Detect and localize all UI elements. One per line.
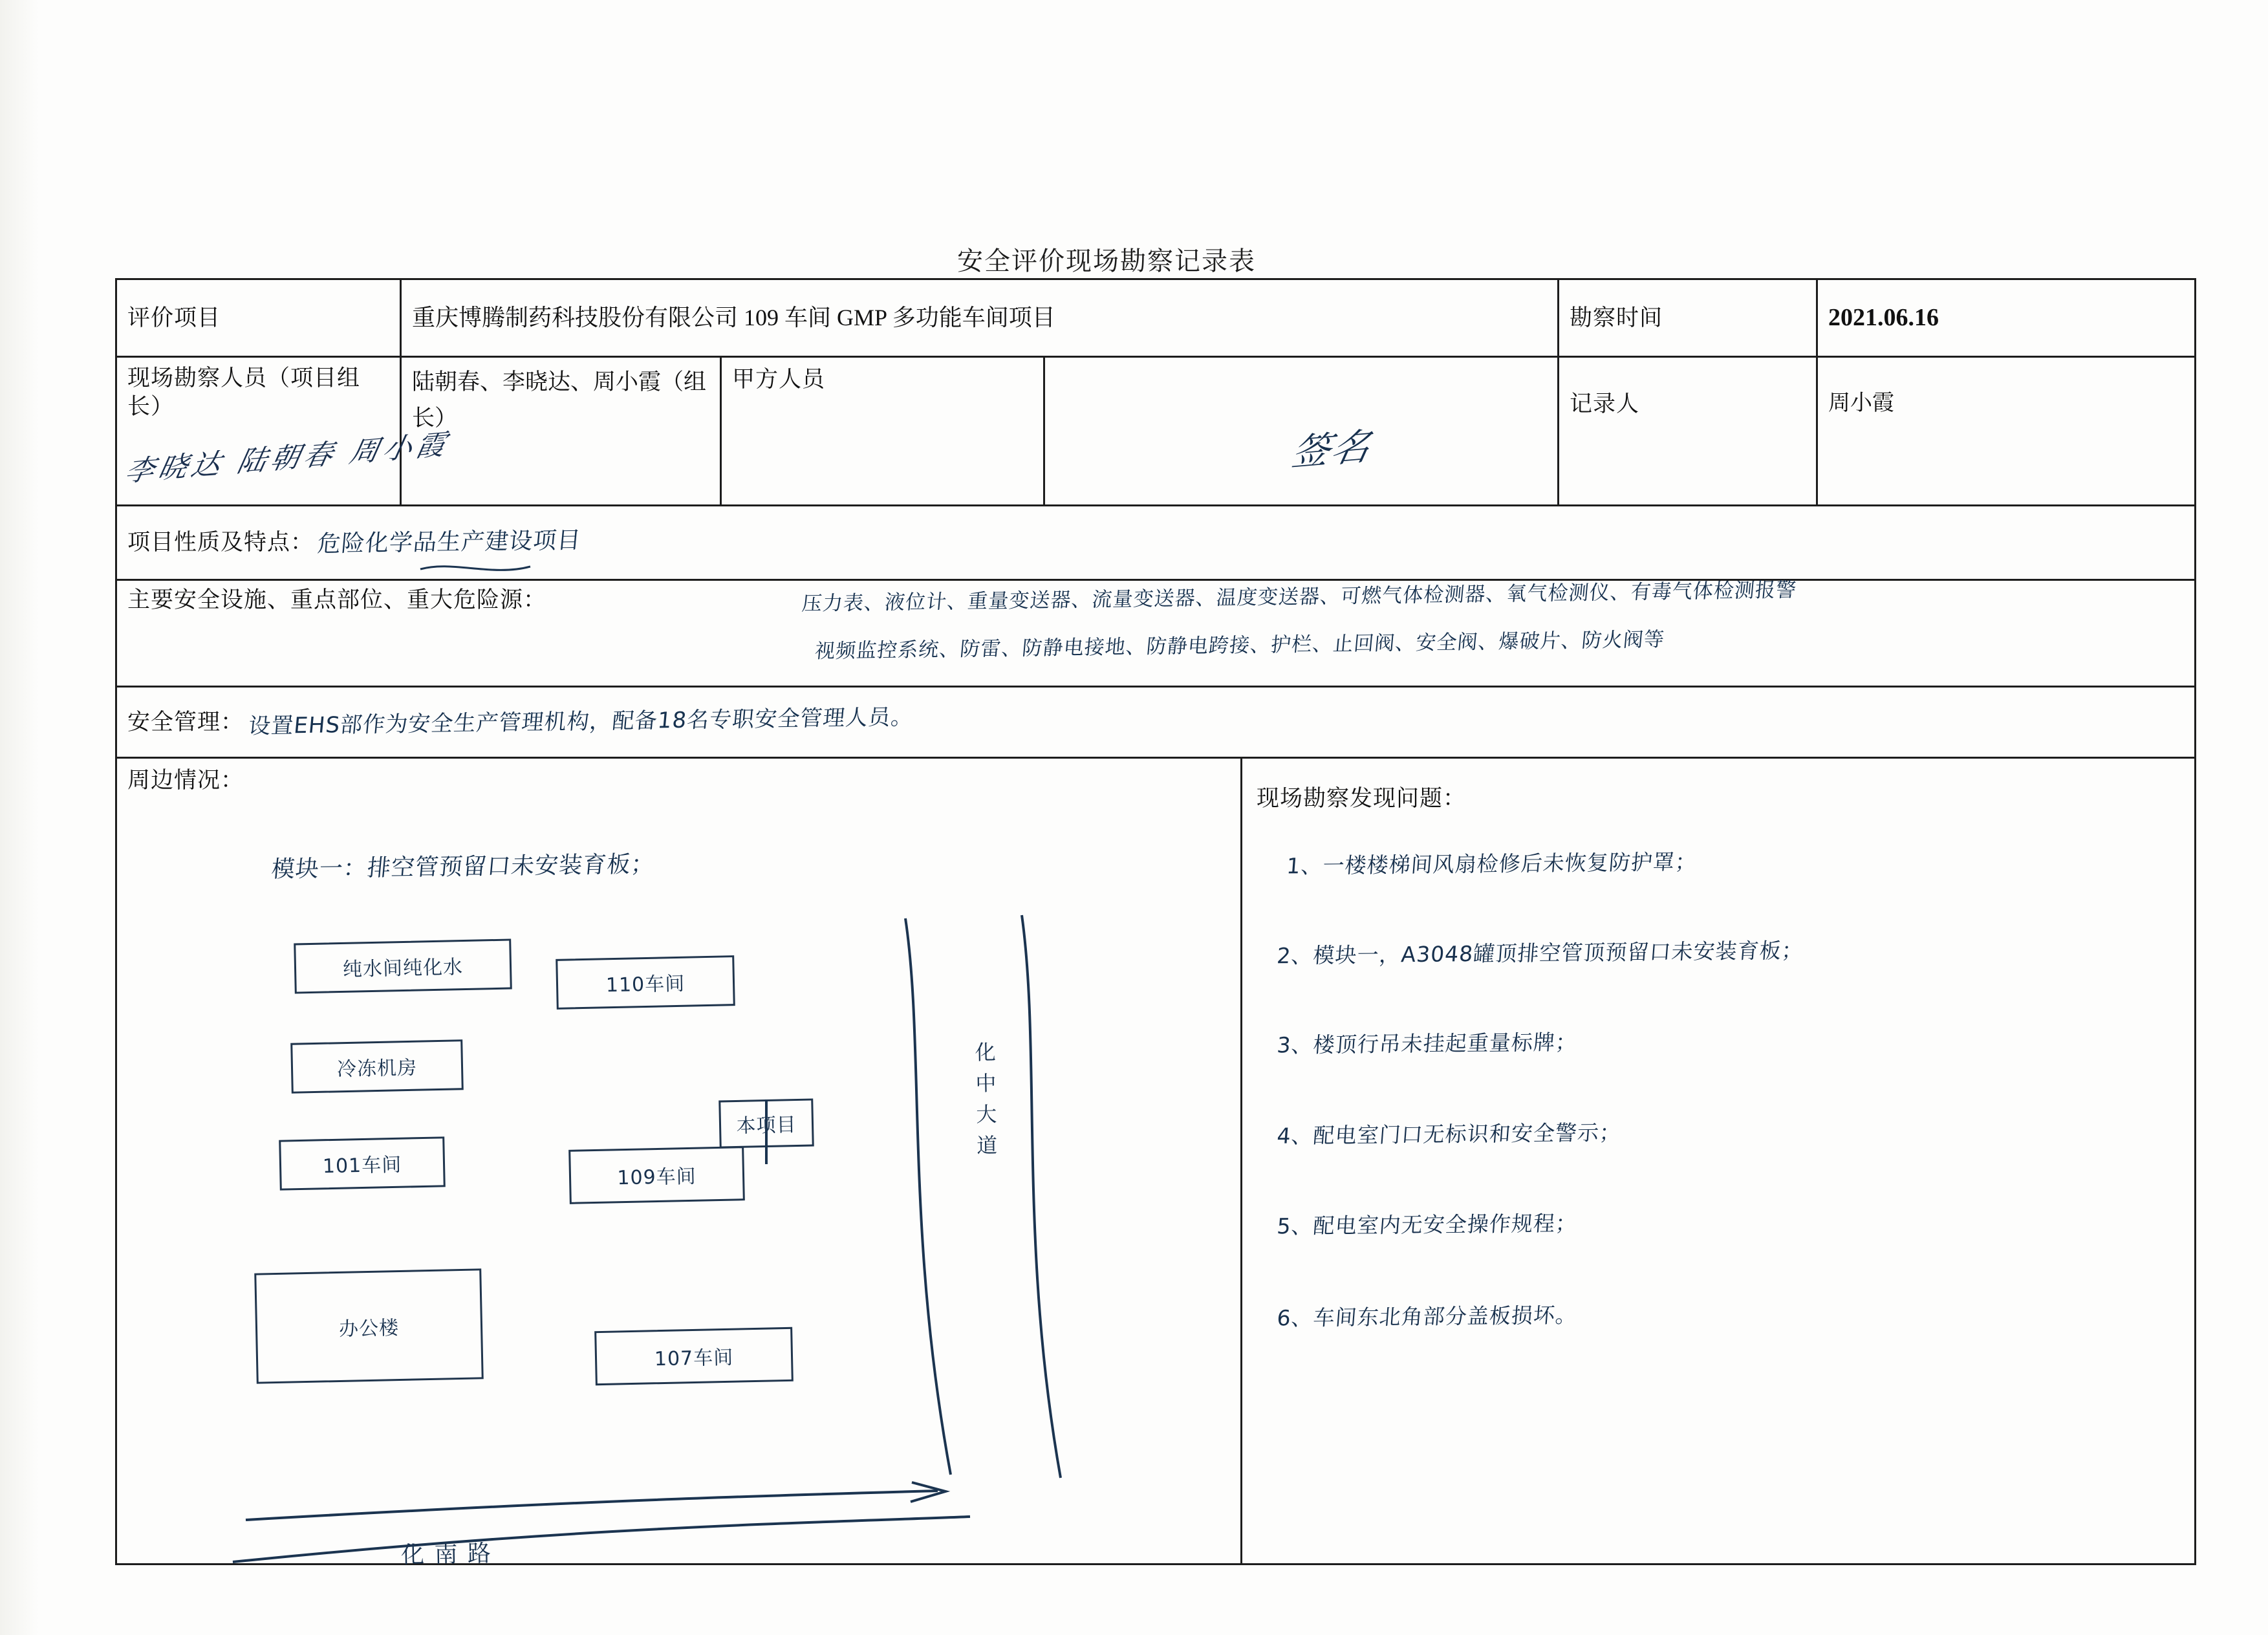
value-recorder: 周小霞 — [1818, 358, 2196, 506]
value-management: 设置EHS部作为安全生产管理机构，配备18名专职安全管理人员。 — [247, 704, 915, 740]
label-management: 安全管理： — [127, 709, 244, 735]
label-recorder: 记录人 — [1559, 358, 1818, 506]
map-box-0: 纯水间纯化水 — [294, 938, 512, 993]
finding-item-3: 3、楼顶行吊未挂起重量标牌； — [1276, 1029, 1579, 1058]
value-facilities-line1: 压力表、液位计、重量变送器、流量变送器、温度变送器、可燃气体检测器、氧气检测仪、有毒气体检测报警 — [801, 578, 1798, 616]
road-label-vertical: 化中大道 — [971, 1041, 999, 1166]
finding-item-5: 5、配电室内无安全操作规程； — [1276, 1210, 1579, 1239]
label-project: 评价项目 — [117, 280, 402, 358]
signature-personnel: 李晓达 陆朝春 周小霞 — [122, 428, 453, 489]
value-nature: 危险化学品生产建设项目 — [316, 526, 583, 558]
row-nature — [117, 506, 2196, 581]
map-box-2: 冷冻机房 — [290, 1039, 464, 1094]
label-findings: 现场勘察发现问题： — [1257, 786, 1467, 811]
surroundings-note: 模块一：排空管预留口未安装育板； — [270, 850, 656, 883]
signature-party-a: 签名 — [1287, 424, 1376, 475]
value-project: 重庆博腾制药科技股份有限公司 109 车间 GMP 多功能车间项目 — [402, 280, 1559, 358]
value-personnel: 陆朝春、李晓达、周小霞（组长） — [402, 358, 722, 506]
map-box-6: 办公楼 — [254, 1268, 484, 1383]
pane-findings — [1242, 759, 2196, 1563]
finding-item-2: 2、模块一，A3048罐顶排空管顶预留口未安装育板； — [1275, 937, 1805, 969]
page-title: 安全评价现场勘察记录表 — [957, 246, 1256, 276]
label-facilities: 主要安全设施、重点部位、重大危险源： — [127, 587, 547, 612]
road-label-horizontal: 化 南 路 — [400, 1540, 493, 1569]
value-survey-time: 2021.06.16 — [1818, 280, 2196, 358]
map-box-1: 110车间 — [556, 955, 735, 1010]
label-surroundings: 周边情况： — [127, 768, 244, 793]
label-survey-time: 勘察时间 — [1559, 280, 1818, 358]
map-box-4: 101车间 — [279, 1136, 446, 1190]
map-box-5: 109车间 — [568, 1146, 745, 1204]
label-nature: 项目性质及特点： — [127, 530, 314, 556]
value-facilities-line2: 视频监控系统、防雷、防静电接地、防静电跨接、护栏、止回阀、安全阀、爆破片、防火阀等 — [814, 627, 1666, 664]
row-management — [117, 688, 2196, 759]
finding-item-4: 4、配电室门口无标识和安全警示； — [1276, 1120, 1623, 1149]
label-personnel: 现场勘察人员（项目组长） — [117, 358, 402, 506]
map-box-7: 107车间 — [594, 1327, 794, 1385]
label-party-a: 甲方人员 — [722, 358, 1045, 506]
finding-item-1: 1、一楼楼梯间风扇检修后未恢复防护罩； — [1286, 849, 1698, 879]
finding-item-6: 6、车间东北角部分盖板损坏。 — [1276, 1302, 1579, 1331]
map-box-3: 本项目 — [718, 1098, 814, 1148]
